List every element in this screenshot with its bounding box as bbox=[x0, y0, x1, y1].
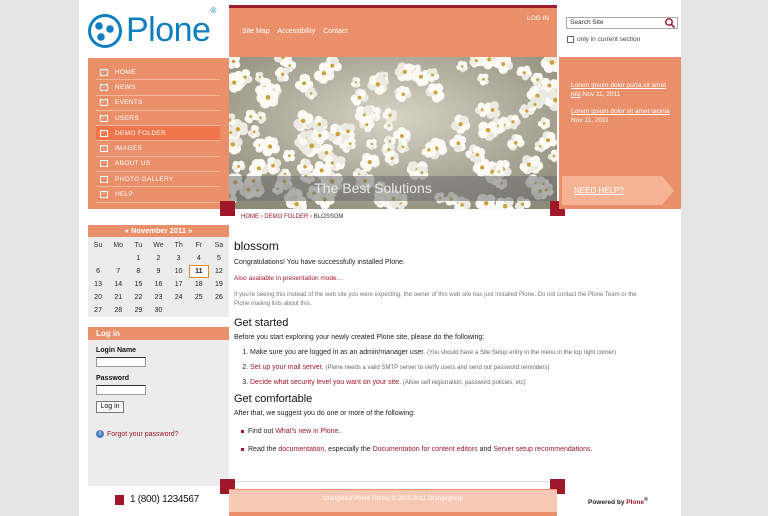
nav-item-users[interactable]: › USERS bbox=[96, 111, 220, 126]
arrow-right-icon: › bbox=[100, 191, 108, 198]
forgot-password-link[interactable]: i Forgot your password? bbox=[96, 430, 179, 438]
calendar-day[interactable]: 26 bbox=[215, 294, 223, 301]
calendar-day bbox=[88, 252, 108, 265]
nav-item-images[interactable]: › IMAGES bbox=[96, 141, 220, 156]
site-map-link[interactable]: Site Map bbox=[242, 28, 270, 35]
breadcrumb-separator: › bbox=[260, 214, 263, 220]
search-icon[interactable] bbox=[664, 17, 676, 29]
calendar-day[interactable]: 19 bbox=[215, 281, 223, 288]
steps-list bbox=[250, 348, 652, 388]
list-item: 3. Decide what security level you want on your site. (Allow self registration, password policies, etc) bbox=[250, 378, 652, 388]
nav-item-about-us[interactable]: › ABOUT US bbox=[96, 157, 220, 172]
list-item: Find out What's new in Plone. bbox=[248, 427, 652, 437]
calendar-day[interactable]: 7 bbox=[116, 268, 121, 275]
breadcrumb-separator: › bbox=[310, 214, 313, 220]
nav-item-photo-gallery[interactable]: › PHOTO GALLERY bbox=[96, 172, 220, 187]
need-help-link[interactable]: NEED HELP? bbox=[574, 186, 624, 195]
footer-bar bbox=[229, 489, 557, 516]
calendar-day[interactable]: 10 bbox=[174, 268, 183, 275]
powered-by[interactable]: Powered by Plone® bbox=[588, 497, 648, 507]
corner-square bbox=[220, 201, 235, 216]
calendar-day[interactable]: 14 bbox=[114, 281, 123, 288]
login-button[interactable]: Log in bbox=[96, 401, 124, 413]
arrow-right-icon: › bbox=[100, 130, 108, 137]
login-portlet bbox=[88, 327, 229, 486]
calendar-day[interactable]: 23 bbox=[154, 294, 163, 301]
calendar-grid bbox=[88, 237, 229, 317]
calendar-day[interactable]: 28 bbox=[114, 307, 123, 314]
calendar-day bbox=[169, 304, 189, 317]
nav-item-home[interactable]: › HOME bbox=[96, 65, 220, 80]
calendar-weekday: Mo bbox=[113, 242, 124, 249]
list-item: 1. Make sure you are logged in as an admin/manager user. (You should have a Site Setup entry in the menu in the top right corner) bbox=[250, 348, 652, 358]
calendar-weekday: Fr bbox=[195, 242, 203, 249]
main-navigation bbox=[88, 58, 229, 209]
calendar-day[interactable]: 24 bbox=[174, 294, 183, 301]
calendar-weekday: Sa bbox=[214, 242, 224, 249]
calendar-day[interactable]: 1 bbox=[136, 255, 141, 262]
arrow-right-icon: › bbox=[100, 145, 108, 152]
get-started-heading: Get started bbox=[234, 317, 289, 329]
calendar-header bbox=[88, 225, 229, 237]
calendar-day[interactable]: 27 bbox=[94, 307, 102, 314]
calendar-day[interactable]: 22 bbox=[134, 294, 143, 301]
arrow-right-icon: › bbox=[100, 99, 108, 106]
calendar-weekday: Su bbox=[93, 242, 103, 249]
flower bbox=[283, 150, 295, 162]
contact-link[interactable]: Contact bbox=[323, 28, 348, 35]
nav-item-news[interactable]: › NEWS bbox=[96, 80, 220, 95]
divider bbox=[229, 481, 557, 482]
accessibility-link[interactable]: Accessibility bbox=[277, 28, 316, 35]
security-level-link[interactable]: Decide what security level you want on your site. bbox=[250, 379, 401, 386]
news-item[interactable]: Lorem ipsum dolor porta sit amet nisi Nov 11, 2011 bbox=[571, 82, 667, 98]
calendar-day bbox=[108, 252, 128, 265]
calendar-day bbox=[189, 304, 209, 317]
logo[interactable] bbox=[79, 0, 229, 56]
breadcrumb-home[interactable]: HOME bbox=[241, 214, 259, 220]
calendar-day[interactable]: 5 bbox=[216, 255, 221, 262]
calendar-weekday: Th bbox=[174, 242, 183, 249]
calendar-day[interactable]: 30 bbox=[154, 307, 163, 314]
calendar-day[interactable]: 3 bbox=[176, 255, 181, 262]
search-input[interactable] bbox=[566, 17, 678, 29]
calendar-day[interactable]: 15 bbox=[134, 281, 143, 288]
password-label: Password bbox=[96, 375, 130, 382]
breadcrumb-demo-folder[interactable]: DEMO FOLDER bbox=[264, 214, 309, 220]
calendar-day[interactable]: 25 bbox=[194, 294, 203, 301]
arrow-right-icon: › bbox=[100, 69, 108, 76]
calendar-day[interactable]: 17 bbox=[174, 281, 183, 288]
arrow-right-icon: › bbox=[100, 84, 108, 91]
search-placeholder: Search Site bbox=[570, 19, 604, 26]
get-comfortable-intro: After that, we suggest you do one or more of the following: bbox=[234, 410, 415, 417]
nav-item-events[interactable]: › EVENTS bbox=[96, 96, 220, 111]
get-comfortable-heading: Get comfortable bbox=[234, 393, 313, 405]
list-item: 2. Set up your mail server. (Plone needs a valid SMTP server to verify users and send out password reminders) bbox=[250, 363, 652, 373]
content-editors-docs-link[interactable]: Documentation for content editors bbox=[372, 446, 478, 453]
news-portlet bbox=[559, 57, 681, 209]
calendar-day[interactable]: 9 bbox=[156, 268, 161, 275]
arrow-right-icon: › bbox=[100, 176, 108, 183]
calendar-prev-button[interactable]: « bbox=[124, 226, 129, 235]
documentation-link[interactable]: documentation bbox=[278, 446, 325, 453]
breadcrumb bbox=[241, 214, 343, 220]
calendar-month: November 2011 bbox=[130, 226, 187, 235]
calendar-day[interactable]: 16 bbox=[154, 281, 163, 288]
logo-text: Plone® bbox=[126, 5, 216, 49]
site-actions bbox=[242, 28, 353, 35]
current-section-option[interactable] bbox=[567, 36, 640, 43]
current-section-label: only in current section bbox=[577, 36, 641, 43]
calendar-day[interactable]: 12 bbox=[215, 268, 223, 275]
breadcrumb-current: BLOSSOM bbox=[313, 214, 344, 220]
intro-text: Congratulations! You have successfully installed Plone. bbox=[234, 259, 405, 266]
plone-logo-icon bbox=[88, 14, 122, 48]
hero-caption: The Best Solutions bbox=[229, 176, 557, 201]
current-section-checkbox[interactable] bbox=[567, 36, 574, 43]
calendar-today[interactable]: 11 bbox=[189, 265, 209, 278]
whats-new-link[interactable]: What's new in Plone bbox=[275, 428, 339, 435]
page bbox=[79, 0, 681, 516]
calendar-portlet bbox=[88, 225, 229, 317]
calendar-day[interactable]: 29 bbox=[134, 307, 143, 314]
calendar-day[interactable]: 20 bbox=[94, 294, 102, 301]
nav-item-help[interactable]: › HELP bbox=[96, 187, 220, 202]
suggestions-list bbox=[248, 427, 652, 455]
calendar-day[interactable]: 6 bbox=[96, 268, 101, 275]
flower bbox=[229, 57, 240, 69]
calendar-day[interactable]: 18 bbox=[194, 281, 203, 288]
page-title: blossom bbox=[234, 239, 279, 253]
search-area bbox=[557, 0, 681, 56]
footer-phone: 1 (800) 1234567 bbox=[115, 494, 199, 505]
nav-item-demo-folder[interactable]: › DEMO FOLDER bbox=[96, 126, 220, 141]
login-link[interactable]: LOG IN bbox=[526, 15, 549, 22]
presentation-mode-link[interactable]: Also available in presentation mode… bbox=[234, 275, 344, 282]
phone-icon bbox=[115, 495, 124, 505]
install-notice: If you're seeing this instead of the web site you were expecting, the owner of this web site has just installed Plone. Do not contact the Plone Team or the Plone mailing lists about this. bbox=[234, 292, 637, 307]
login-title: Log in bbox=[88, 327, 229, 340]
password-input[interactable] bbox=[96, 385, 146, 395]
list-item: Read the documentation, especially the Documentation for content editors and Server setup recommendations. bbox=[248, 445, 652, 455]
calendar-weekday: We bbox=[153, 242, 164, 249]
get-started-intro: Before you start exploring your newly created Plone site, please do the following: bbox=[234, 334, 485, 341]
calendar-day[interactable]: 13 bbox=[94, 281, 102, 288]
calendar-day[interactable]: 2 bbox=[156, 255, 161, 262]
top-nav bbox=[229, 5, 557, 57]
arrow-right-icon: › bbox=[100, 115, 108, 122]
server-setup-link[interactable]: Server setup recommendations bbox=[493, 446, 591, 453]
calendar-weekday: Tu bbox=[134, 242, 143, 249]
info-icon: i bbox=[96, 430, 104, 438]
copyright: Orangeleaf Plone Theme © 2005-2011 Orangegroup bbox=[229, 490, 557, 512]
main-content bbox=[234, 239, 652, 463]
calendar-day[interactable]: 8 bbox=[136, 268, 141, 275]
calendar-next-button[interactable]: » bbox=[188, 226, 193, 235]
login-name-input[interactable] bbox=[96, 357, 146, 367]
hero-banner bbox=[229, 57, 557, 209]
calendar-day bbox=[209, 304, 229, 317]
mail-server-link[interactable]: Set up your mail server. bbox=[250, 364, 324, 371]
news-item[interactable]: Lorem ipsum dolor sit amet lacinia Nov 11, 2011 bbox=[571, 108, 670, 124]
calendar-day[interactable]: 4 bbox=[196, 255, 201, 262]
login-name-label: Login Name bbox=[96, 347, 137, 354]
calendar-day[interactable]: 21 bbox=[114, 294, 123, 301]
arrow-right-icon: › bbox=[100, 160, 108, 167]
